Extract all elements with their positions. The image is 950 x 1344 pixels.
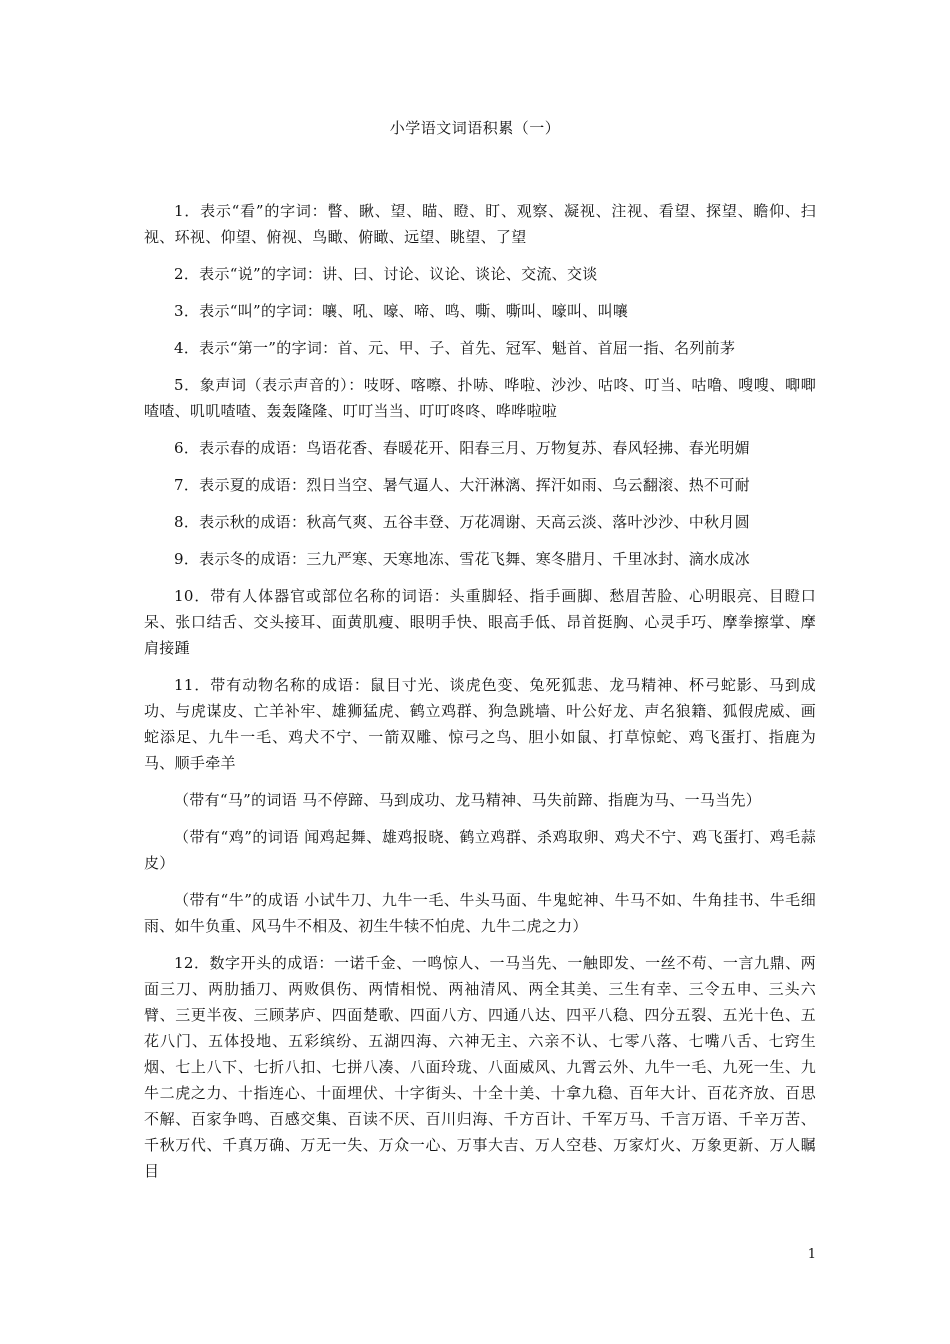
paragraph-say-words: 2．表示“说”的字词：讲、曰、讨论、议论、谈论、交流、交谈	[174, 265, 598, 283]
page-number: 1	[807, 1247, 816, 1262]
paragraph-body-part-words: 10．带有人体器官或部位名称的词语：头重脚轻、指手画脚、愁眉苦脸、心明眼亮、目瞪口呆、张口结舌、交头接耳、面黄肌瘦、眼明手快、眼高手低、昂首挺胸、心灵手巧、摩拳擦掌、摩肩接踵	[144, 587, 816, 657]
paragraph-number-idioms: 12．数字开头的成语：一诺千金、一鸣惊人、一马当先、一触即发、一丝不苟、一言九鼎、两面三刀、两肋插刀、两败俱伤、两情相悦、两袖清风、两全其美、三生有幸、三令五申、三头六臂、三更半夜、三顾茅庐、四面楚歌、四面八方、四通八达、四平八稳、四分五裂、五光十色、五花八门、五体投地、五彩缤纷、五湖四海、六神无主、六亲不认、七零八落、七嘴八舌、七窍生烟、七上八下、七折八扣、七拼八凑、八面玲珑、八面威风、九霄云外、九牛一毛、九死一生、九牛二虎之力、十指连心、十面埋伏、十字街头、十全十美、十拿九稳、百年大计、百花齐放、百思不解、百家争鸣、百感交集、百读不厌、百川归海、千方百计、千军万马、千言万语、千辛万苦、千秋万代、千真万确、万无一失、万众一心、万事大吉、万人空巷、万家灯火、万象更新、万人瞩目	[144, 954, 816, 1180]
paragraph-summer-idioms: 7．表示夏的成语：烈日当空、暑气逼人、大汗淋漓、挥汗如雨、乌云翻滚、热不可耐	[174, 476, 750, 494]
paragraph-first-words: 4．表示“第一”的字词：首、元、甲、子、首先、冠军、魁首、首屈一指、名列前茅	[174, 339, 736, 357]
paragraph-look-words: 1．表示“看”的字词：瞥、瞅、望、瞄、瞪、盯、观察、凝视、注视、看望、探望、瞻仰、扫视、环视、仰望、俯视、鸟瞰、俯瞰、远望、眺望、了望	[144, 202, 816, 246]
paragraph-winter-idioms: 9．表示冬的成语：三九严寒、天寒地冻、雪花飞舞、寒冬腊月、千里冰封、滴水成冰	[174, 550, 750, 568]
paragraph-onomatopoeia: 5．象声词（表示声音的）：吱呀、喀嚓、扑哧、哗啦、沙沙、咕咚、叮当、咕噜、嗖嗖、唧唧喳喳、叽叽喳喳、轰轰隆隆、叮叮当当、叮叮咚咚、哗哗啦啦	[144, 376, 816, 420]
paragraph-call-words: 3．表示“叫”的字词：嚷、吼、嚎、啼、鸣、嘶、嘶叫、嚎叫、叫嚷	[174, 302, 629, 320]
paragraph-autumn-idioms: 8．表示秋的成语：秋高气爽、五谷丰登、万花凋谢、天高云淡、落叶沙沙、中秋月圆	[174, 513, 750, 531]
document-title: 小学语文词语积累（一）	[389, 119, 561, 137]
paragraph-horse-words: （带有“马”的词语 马不停蹄、马到成功、龙马精神、马失前蹄、指鹿为马、一马当先）	[174, 791, 762, 809]
paragraph-spring-idioms: 6．表示春的成语：鸟语花香、春暖花开、阳春三月、万物复苏、春风轻拂、春光明媚	[174, 439, 750, 457]
paragraph-chicken-words: （带有“鸡”的词语 闻鸡起舞、雄鸡报晓、鹤立鸡群、杀鸡取卵、鸡犬不宁、鸡飞蛋打、鸡毛蒜皮）	[144, 828, 816, 872]
paragraph-animal-idioms: 11．带有动物名称的成语：鼠目寸光、谈虎色变、兔死狐悲、龙马精神、杯弓蛇影、马到成功、与虎谋皮、亡羊补牢、雄狮猛虎、鹤立鸡群、狗急跳墙、叶公好龙、声名狼籍、狐假虎威、画蛇添足、九牛一毛、鸡犬不宁、一箭双雕、惊弓之鸟、胆小如鼠、打草惊蛇、鸡飞蛋打、指鹿为马、顺手牵羊	[144, 676, 816, 772]
paragraph-ox-idioms: （带有“牛”的成语 小试牛刀、九牛一毛、牛头马面、牛鬼蛇神、牛马不如、牛角挂书、牛毛细雨、如牛负重、风马牛不相及、初生牛犊不怕虎、九牛二虎之力）	[144, 891, 816, 935]
document-body	[144, 198, 816, 1195]
